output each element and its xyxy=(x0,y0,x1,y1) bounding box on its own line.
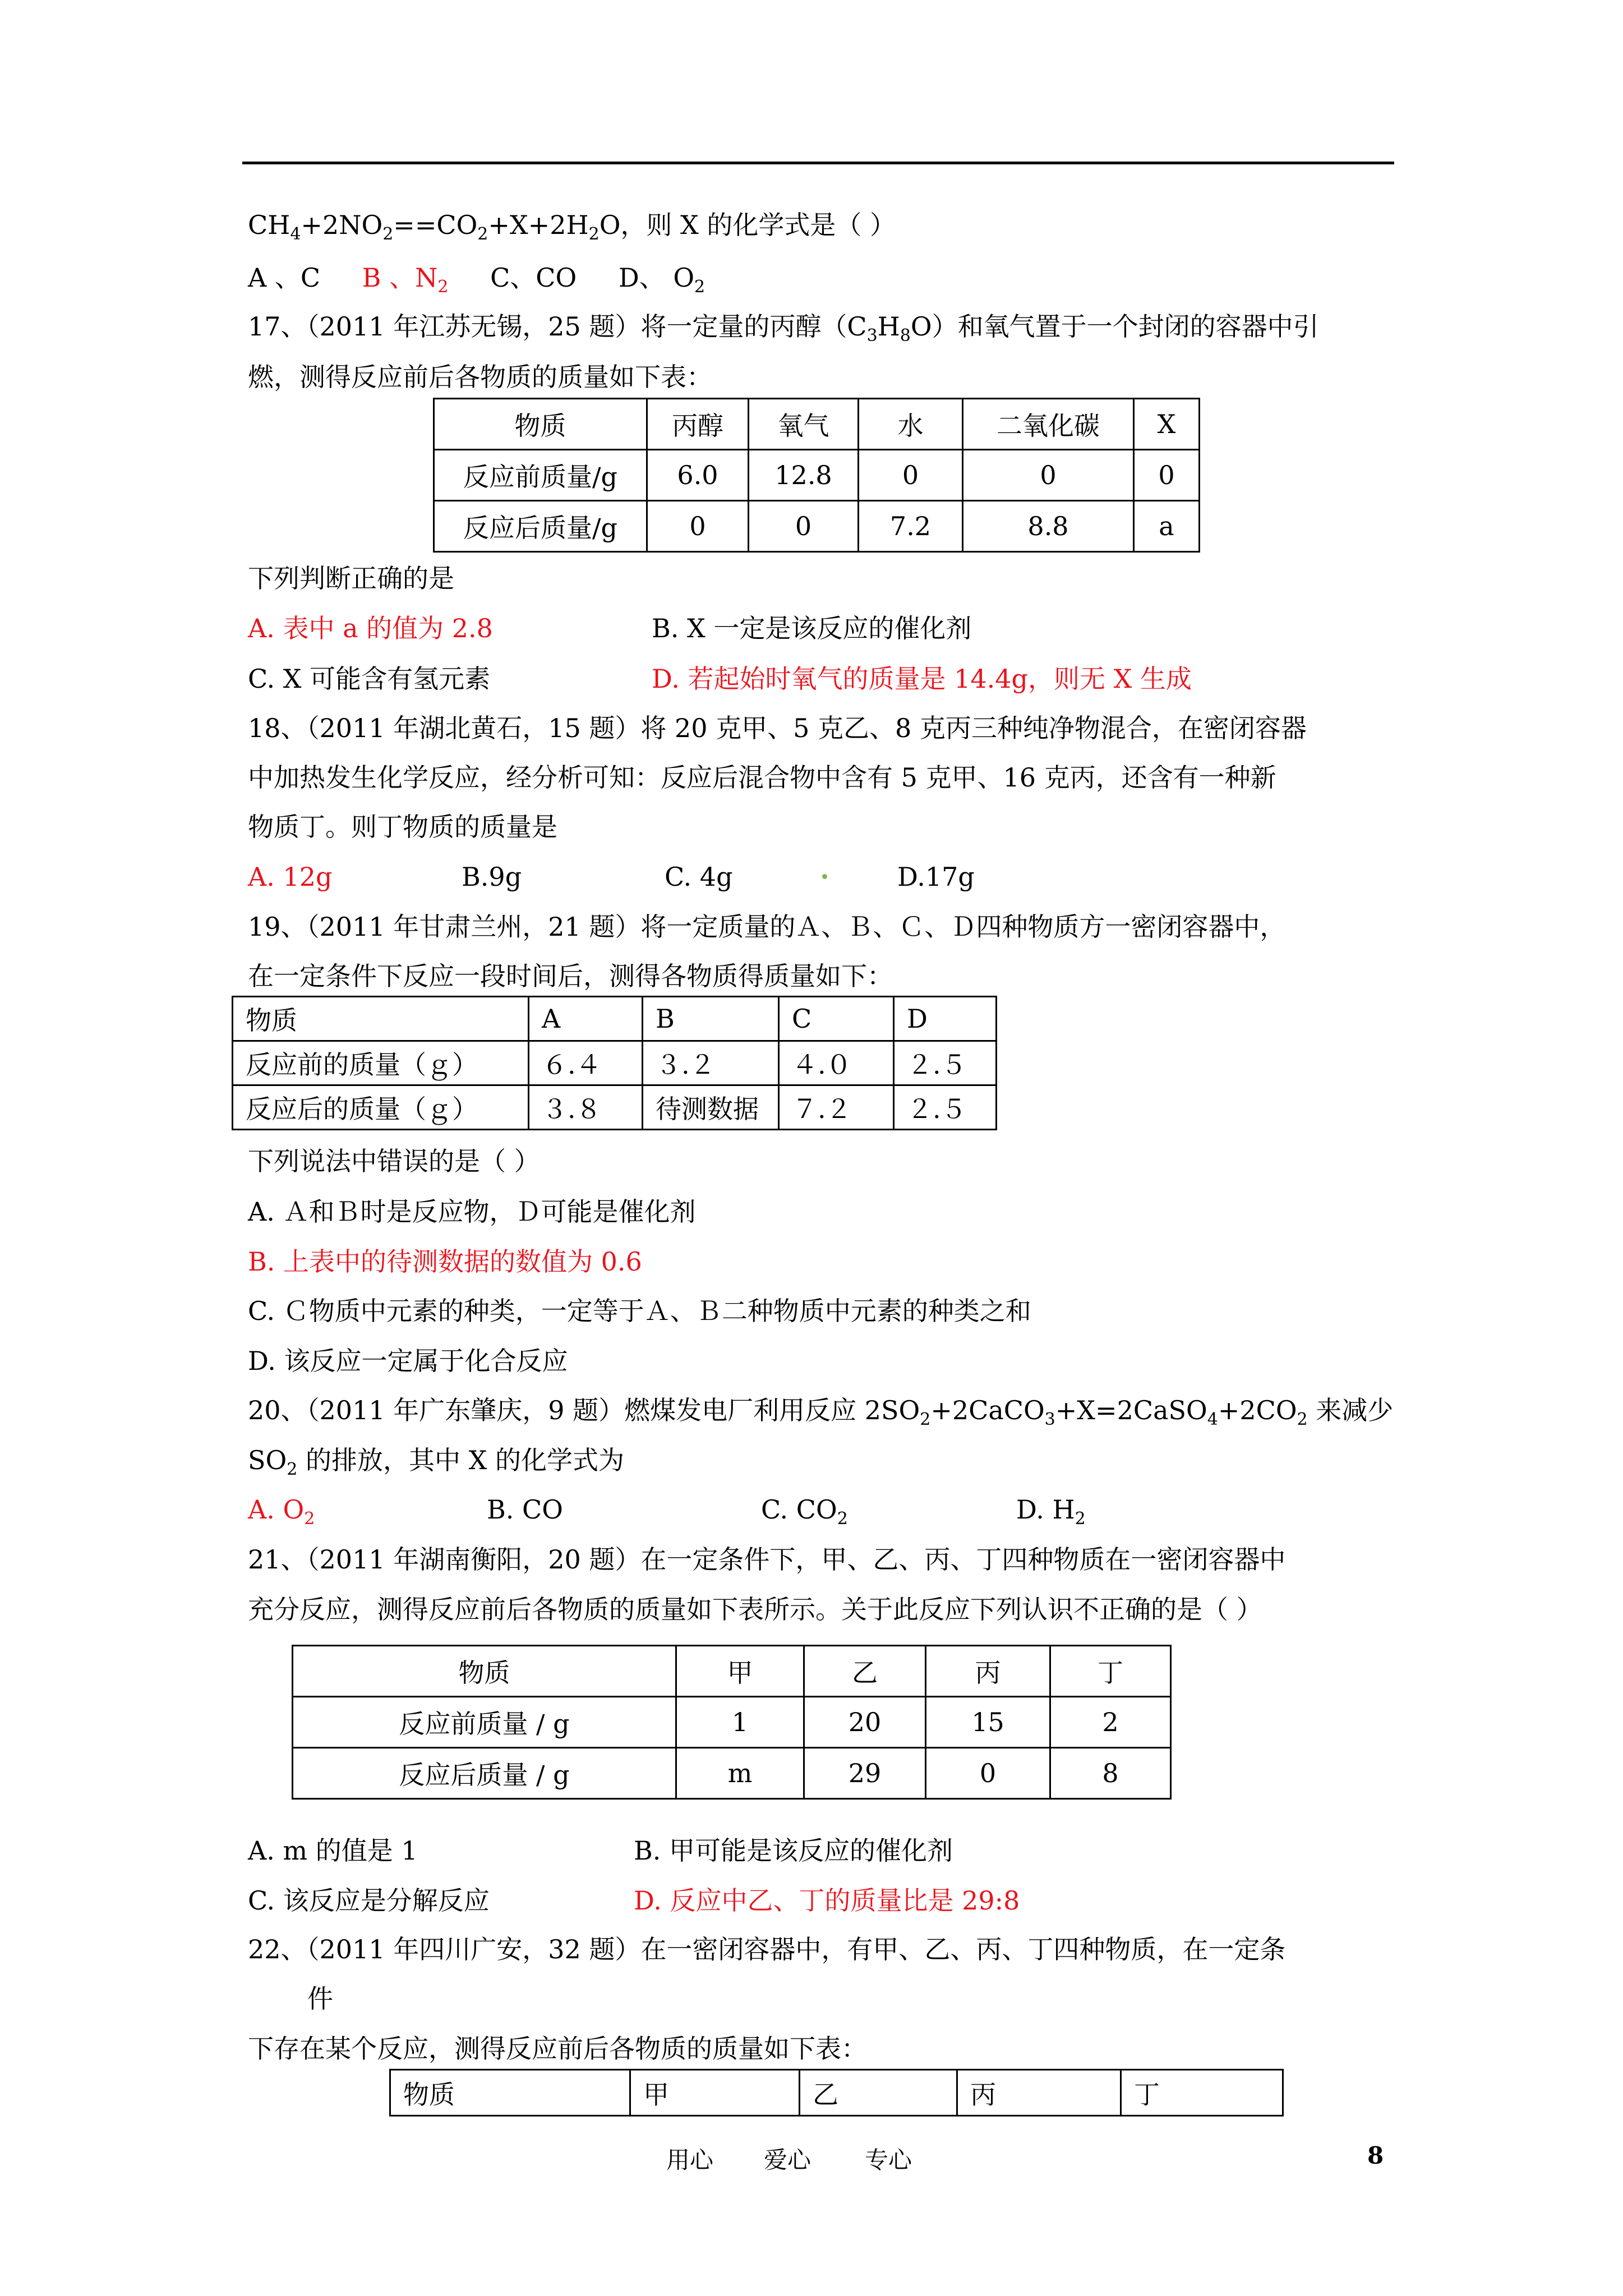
page-number: 8 xyxy=(1367,2142,1384,2169)
q17-option-d-answer: D. 若起始时氧气的质量是 14.4g，则无 X 生成 xyxy=(652,664,1192,694)
table-header-cell: 丙 xyxy=(926,1646,1050,1697)
table-header-cell: 二氧化碳 xyxy=(963,399,1134,450)
q20-option-b: B. CO xyxy=(487,1494,563,1525)
table-row: 反应后质量/g 0 0 7.2 8.8 a xyxy=(434,501,1200,552)
table-row: 反应前的质量（ｇ） ６.４ ３.２ ４.０ ２.５ xyxy=(233,1041,997,1085)
subscript: 4 xyxy=(290,224,301,244)
table-header-cell: C xyxy=(779,997,894,1041)
q17-option-c: C. X 可能含有氢元素 xyxy=(248,664,491,694)
text: +2NO xyxy=(301,210,383,240)
q19-table xyxy=(232,996,997,1130)
table-header-cell: 丁 xyxy=(1121,2070,1283,2116)
q19-option-a: A. Ａ和Ｂ时是反应物，Ｄ可能是催化剂 xyxy=(248,1197,696,1227)
table-row: 反应后质量 / g m 29 0 8 xyxy=(293,1748,1171,1799)
table-header-cell: 甲 xyxy=(630,2070,800,2116)
header-rule xyxy=(242,162,1394,164)
q17-option-b: B. X 一定是该反应的催化剂 xyxy=(652,613,972,643)
q17-line1: 17、（2011 年江苏无锡，25 题）将一定量的丙醇$(C_3H_8O)$和氧气置于一个封闭的容器中引 xyxy=(248,311,1319,346)
q19-option-b-answer: B. 上表中的待测数据的数值为 0.6 xyxy=(248,1246,642,1277)
text: ==CO xyxy=(393,210,478,240)
q17-table xyxy=(433,398,1200,553)
table-header-cell: 物质 xyxy=(293,1646,676,1697)
table-header-cell: 乙 xyxy=(804,1646,926,1697)
q21-line1: 21、（2011 年湖南衡阳，20 题）在一定条件下，甲、乙、丙、丁四种物质在一密闭容器中 xyxy=(248,1544,1286,1575)
table-header-cell: 丙醇 xyxy=(647,399,749,450)
table-header-cell: 甲 xyxy=(676,1646,804,1697)
footer-text: 用心 xyxy=(666,2146,714,2174)
footer-text: 爱心 xyxy=(764,2146,811,2174)
table-header-cell: 物质 xyxy=(434,399,647,450)
q21-option-d-answer: D. 反应中乙、丁的质量比是 29:8 xyxy=(634,1885,1020,1916)
q18-option-d: D.17g xyxy=(897,862,975,892)
q19-option-c: C. Ｃ物质中元素的种类，一定等于Ａ、Ｂ二种物质中元素的种类之和 xyxy=(248,1296,1031,1326)
q21-option-c: C. 该反应是分解反应 xyxy=(248,1885,490,1916)
table-row: 反应后的质量（ｇ） ３.８ 待测数据 ７.２ ２.５ xyxy=(233,1085,997,1130)
table-header-cell: 氧气 xyxy=(749,399,859,450)
q17-line2: 燃，测得反应前后各物质的质量如下表： xyxy=(248,362,712,392)
table-header-cell: 物质 xyxy=(390,2070,630,2116)
q17-stem: 下列判断正确的是 xyxy=(248,563,454,593)
subscript: 2 xyxy=(382,224,394,244)
q20-line1: 20、（2011 年广东肇庆，9 题）燃煤发电厂利用反应 $2SO_2+2CaCO_3+X=2CaSO_4+2CO_2$ 来减少 xyxy=(248,1395,1394,1429)
q20-option-c: C. $CO_2$ xyxy=(761,1494,848,1529)
text: O，则 X 的化学式是（ ） xyxy=(599,210,896,240)
q18-line2: 中加热发生化学反应，经分析可知：反应后混合物中含有 5 克甲、16 克丙，还含有一种新 xyxy=(248,762,1276,793)
text: CH xyxy=(248,210,291,240)
text: +X+2H xyxy=(488,210,589,240)
table-header-cell: D xyxy=(894,997,997,1041)
q19-stem: 下列说法中错误的是（ ） xyxy=(248,1146,540,1176)
table-row: 反应前质量 / g 1 20 15 2 xyxy=(293,1697,1171,1748)
q21-option-a: A. m 的值是 1 xyxy=(248,1835,418,1866)
option-c: C、CO xyxy=(490,263,577,293)
q18-line3: 物质丁。则丁物质的质量是 xyxy=(248,812,557,842)
table-header-cell: 物质 xyxy=(233,997,529,1041)
q18-option-a-answer: A. 12g xyxy=(248,862,333,892)
q22-line1-wrap: 件 xyxy=(307,1984,333,2014)
subscript: 2 xyxy=(588,224,600,244)
q20-option-d: D. $H_2$ xyxy=(1016,1494,1086,1529)
table-header-cell: 丙 xyxy=(957,2070,1121,2116)
stray-dot xyxy=(822,874,827,879)
q18-option-c: C. 4g xyxy=(665,862,733,892)
option-b-answer: B 、$N_2$ xyxy=(362,263,449,297)
q22-table xyxy=(389,2069,1284,2116)
footer-text: 专心 xyxy=(865,2146,912,2174)
q22-line1: 22、（2011 年四川广安，32 题）在一密闭容器中，有甲、乙、丙、丁四种物质，在一定条 xyxy=(248,1934,1286,1964)
q21-line2: 充分反应，测得反应前后各物质的质量如下表所示。关于此反应下列认识不正确的是（ ） xyxy=(248,1594,1262,1625)
table-header-cell: X xyxy=(1134,399,1200,450)
table-header-cell: 丁 xyxy=(1050,1646,1171,1697)
table-row: 反应前质量/g 6.0 12.8 0 0 0 xyxy=(434,450,1200,501)
q21-option-b: B. 甲可能是该反应的催化剂 xyxy=(634,1835,953,1866)
table-header-cell: 水 xyxy=(859,399,963,450)
q18-line1: 18、（2011 年湖北黄石，15 题）将 20 克甲、5 克乙、8 克丙三种纯净物混合，在密闭容器 xyxy=(248,713,1307,743)
q19-line1: 19、（2011 年甘肃兰州，21 题）将一定质量的Ａ、Ｂ、Ｃ、Ｄ四种物质方一密闭容器中， xyxy=(248,912,1286,942)
table-header-cell: 乙 xyxy=(800,2070,957,2116)
q18-option-b: B.9g xyxy=(462,862,522,892)
q20-line2: $SO_2$ 的排放，其中 X 的化学式为 xyxy=(248,1445,624,1479)
q19-option-d: D. 该反应一定属于化合反应 xyxy=(248,1346,568,1376)
q21-table xyxy=(292,1645,1172,1800)
q20-option-a-answer: A. $O_2$ xyxy=(248,1494,315,1529)
table-header-cell: B xyxy=(643,997,779,1041)
q19-line2: 在一定条件下反应一段时间后，测得各物质得质量如下： xyxy=(248,961,893,991)
options-line xyxy=(248,261,705,295)
option-d: D、 $O_2$ xyxy=(618,263,706,297)
option-a: A 、C xyxy=(248,263,321,293)
q22-line2: 下存在某个反应，测得反应前后各物质的质量如下表： xyxy=(248,2033,867,2064)
subscript: 2 xyxy=(477,224,488,244)
table-header-cell: A xyxy=(529,997,643,1041)
equation-line xyxy=(248,208,896,242)
q17-option-a-answer: A. 表中 a 的值为 2.8 xyxy=(248,613,493,643)
